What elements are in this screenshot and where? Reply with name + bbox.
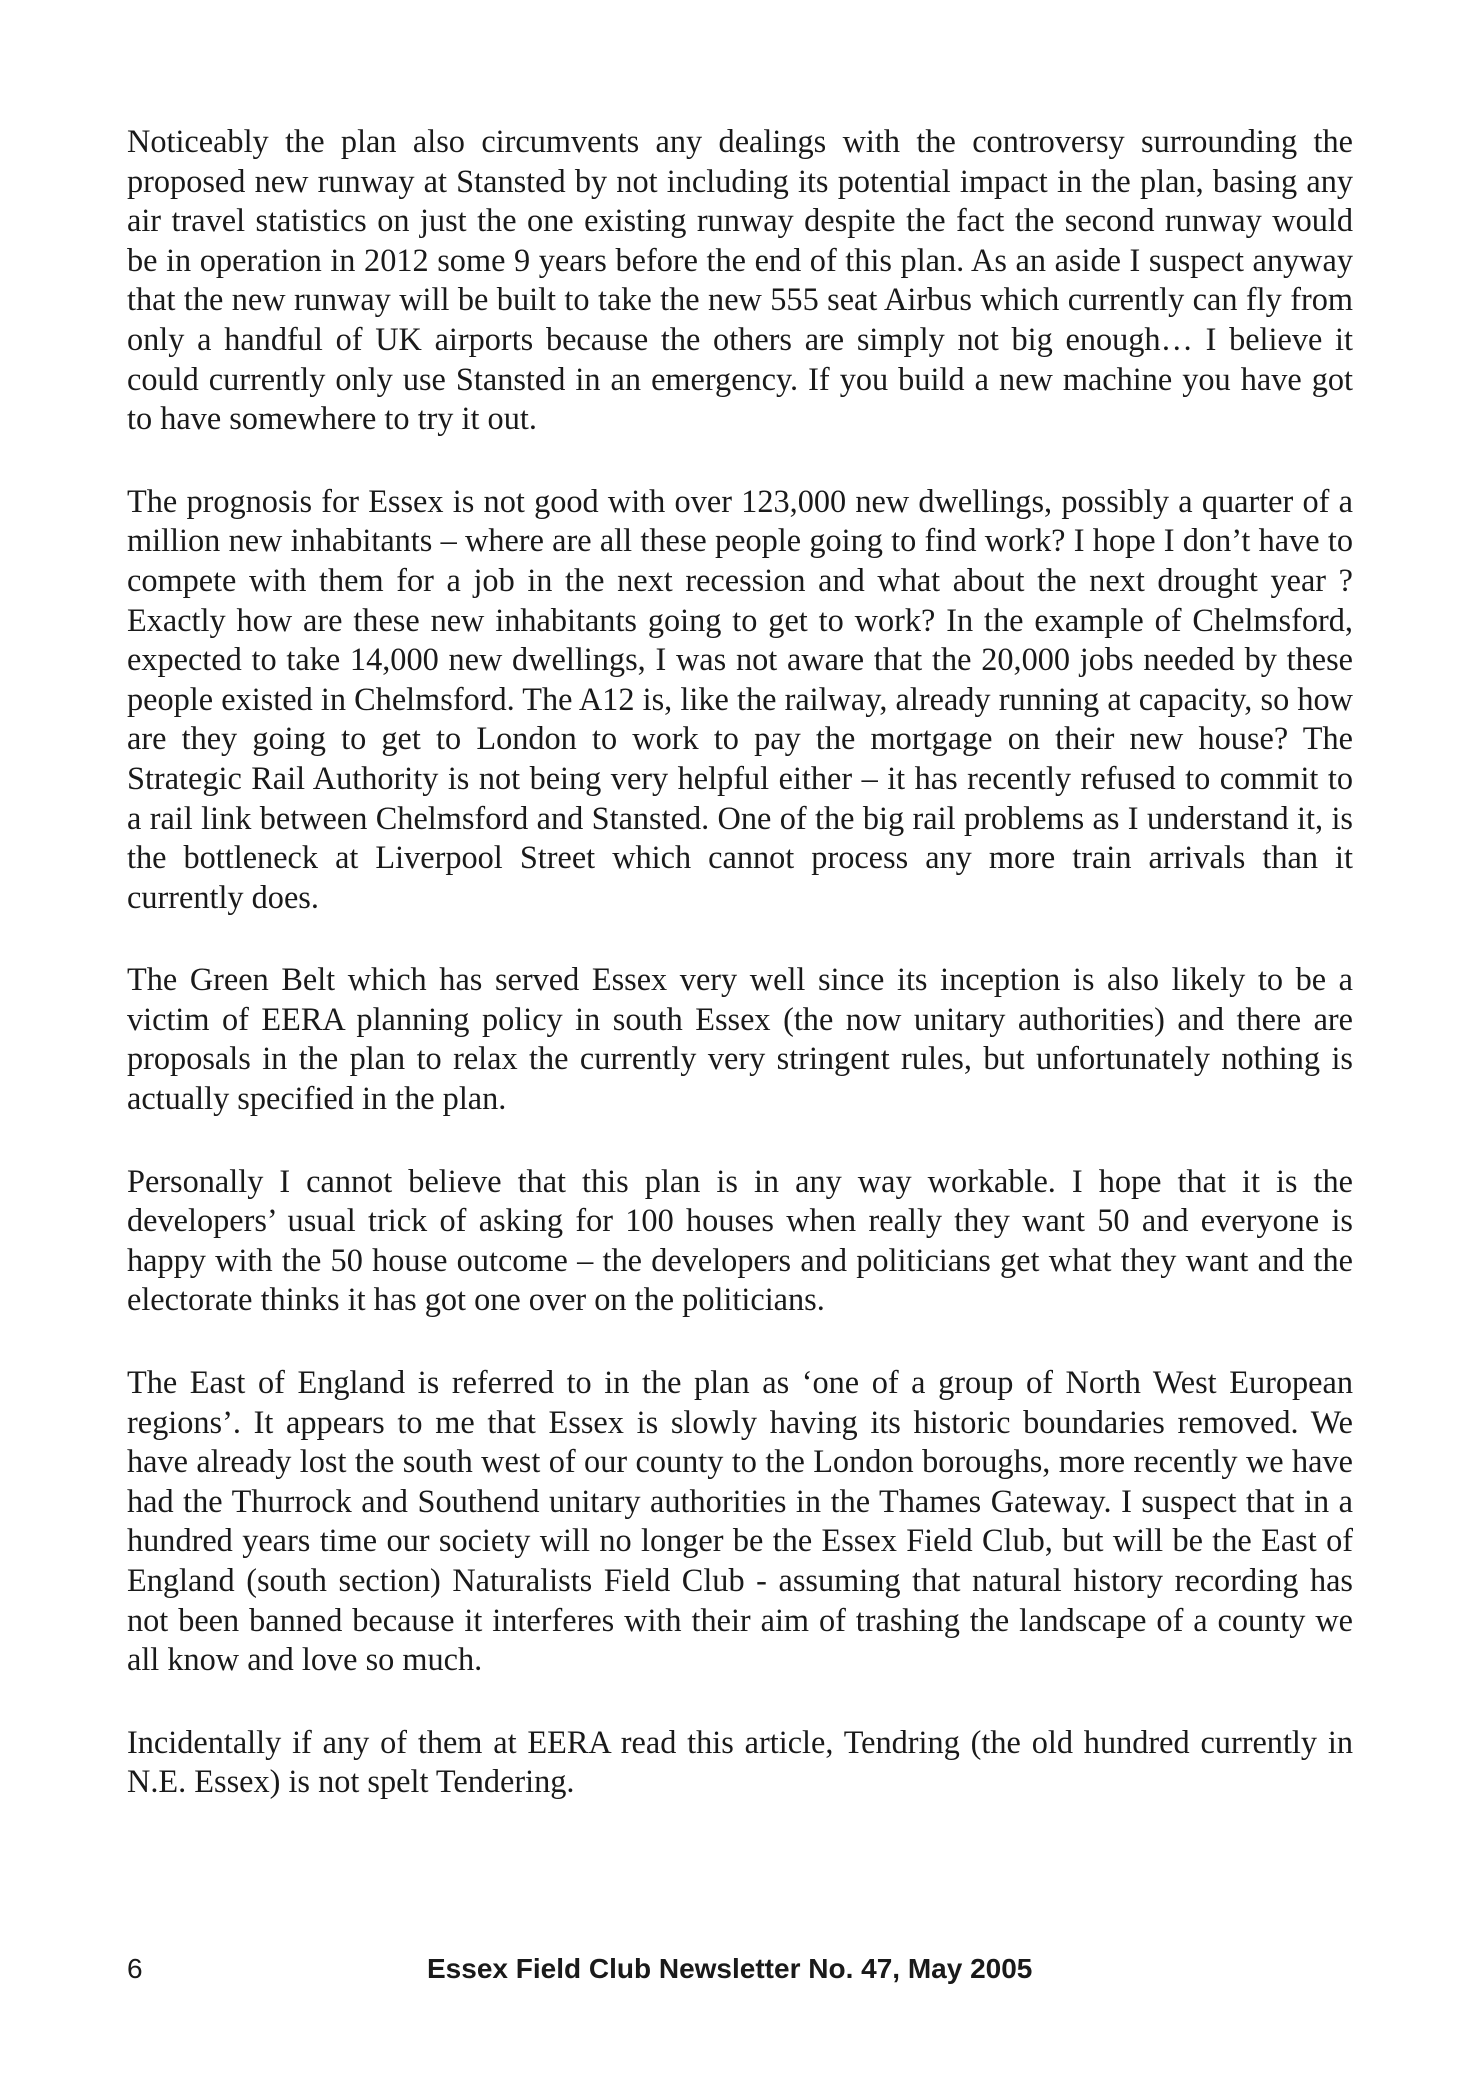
paragraph-tendring: Incidentally if any of them at EERA read this article, Tendring (the old hundred currently in N.E. Essex) is not spelt Tendering. [127, 1723, 1353, 1800]
publication-title: Essex Field Club Newsletter No. 47, May 2005 [427, 1953, 1033, 1984]
paragraph-workability: Personally I cannot believe that this plan is in any way workable. I hope that it is the developers’ usual trick of asking for 100 houses when really they want 50 and everyone is happy with the 50 house outcome – the developers and politicians get what they want and the electorate thinks it has got one over on the politicians. [127, 1162, 1353, 1318]
page-number: 6 [127, 1953, 143, 1984]
paragraph-east-of-england: The East of England is referred to in the plan as ‘one of a group of North West European regions’. It appears to me that Essex is slowly having its historic boundaries removed. We have already lost the south west of our county to the London boroughs, more recently we have had the Thurrock and Southend unitary authorities in the Thames Gateway. I suspect that in a hundred years time our society will no longer be the Essex Field Club, but will be the East of England (south section) Naturalists Field Club - assuming that natural history recording has not been banned because it interferes with their aim of trashing the landscape of a county we all know and love so much. [127, 1364, 1353, 1678]
paragraph-essex-prognosis: The prognosis for Essex is not good with over 123,000 new dwellings, possibly a quarter of a million new inhabitants – where are all these people going to find work? I hope I don’t have to compete with them for a job in the next recession and what about the next drought year ? Exactly how are these new inhabitants going to get to work? In the example of Chelmsford, expected to take 14,000 new dwellings, I was not aware that the 20,000 jobs needed by these people existed in Chelmsford. The A12 is, like the railway, already running at capacity, so how are they going to get to London to work to pay the mortgage on their new house? The Strategic Rail Authority is not being very helpful either – it has recently refused to commit to a rail link between Chelmsford and Stansted. One of the big rail problems as I understand it, is the bottleneck at Liverpool Street which cannot process any more train arrivals than it currently does. [127, 482, 1353, 915]
paragraph-stansted-runway: Noticeably the plan also circumvents any dealings with the controversy surrounding the proposed new runway at Stansted by not including its potential impact in the plan, basing any air travel statistics on just the one existing runway despite the fact the second runway would be in operation in 2012 some 9 years before the end of this plan. As an aside I suspect anyway that the new runway will be built to take the new 555 seat Airbus which currently can fly from only a handful of UK airports because the others are simply not big enough… I believe it could currently only use Stansted in an emergency. If you build a new machine you have got to have somewhere to try it out. [127, 123, 1353, 437]
paragraph-green-belt: The Green Belt which has served Essex very well since its inception is also likely to be a victim of EERA planning policy in south Essex (the now unitary authorities) and there are proposals in the plan to relax the currently very stringent rules, but unfortunately nothing is actually specified in the plan. [127, 961, 1353, 1117]
article-body [127, 122, 1353, 1845]
page-footer [127, 1953, 1353, 1993]
